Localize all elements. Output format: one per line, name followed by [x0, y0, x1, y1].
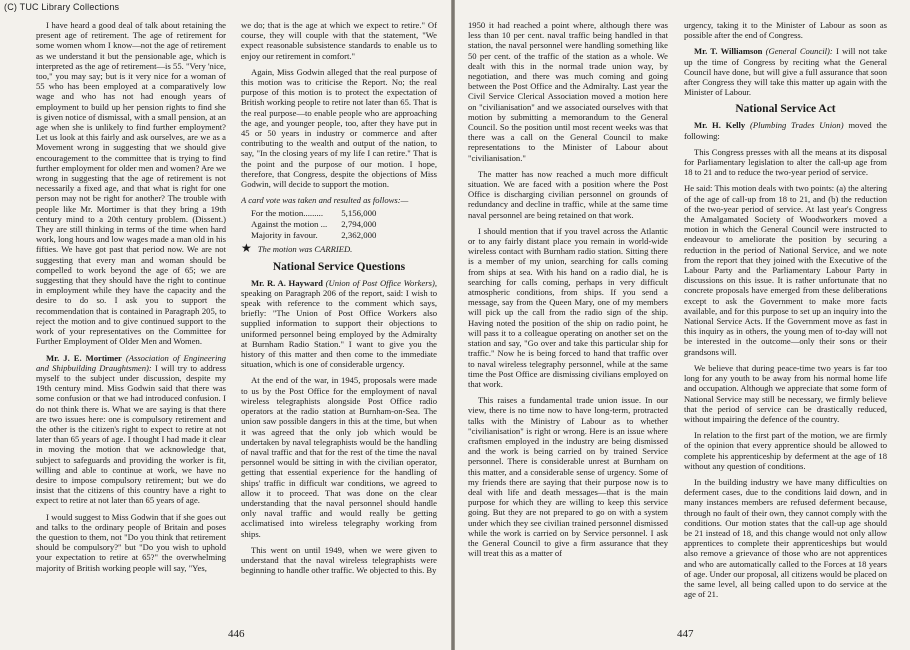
- page-number: 446: [228, 628, 245, 640]
- speaker-affiliation: (Association of Engineering and Shipbuilding Draughtsmen):: [36, 352, 226, 373]
- paragraph-text: This went on until 1949, when we were given to understand that the naval wireless telegraphists were beginning to handle other traffic. We objected to this. By: [241, 544, 437, 576]
- vote-label: Majority in favour.: [251, 230, 318, 241]
- paragraph-text: In relation to the first part of the motion, we are firmly of the opinion that every apprentice should be allowed to complete his apprenticeship by deferment at the age of 18 without any question of conditions.: [684, 430, 887, 471]
- speaker-affiliation: (Union of Post Office Workers),: [325, 277, 437, 288]
- paragraph-text: We believe that during peace-time two years is far too long for any youth to be away from his normal home life and occupation. Although we appreciate that some form of National Service may still be necessary, we firmly believe that the period of service can be drastically reduced, without impairing the defence of the country.: [684, 362, 887, 424]
- right-column-1: [468, 20, 668, 615]
- right-col2-after: [684, 120, 887, 599]
- speaker-name: Mr. H. Kelly: [694, 120, 746, 131]
- paragraph-text: This raises a fundamental trade union issue. In our view, there is no time now to have long-term, protracted talks with the Ministry of Labour as to whether "civilianisation" is right or wrong. Here is an issue where craftsmen employed in the industry are being dismissed and the work is being carried on by trained Service personnel. There is considerable unrest at Burnham on this matter, and a considerable sense of urgency. Some of my friends there are saying that their purpose now is to deal with life and death messages—that is the main purpose for which they are willing to keep this service going. But they are not prepared to go on with a system under which they see civilian trained personnel dismissed while the work is carried on by Service personnel. I ask the General Council to give a firm assurance that they will treat this as a matter of: [468, 395, 668, 559]
- watermark: (C) TUC Library Collections: [4, 2, 120, 12]
- paragraph-text: At the end of the war, in 1945, proposals were made to us by the Post Office for the employment of naval wireless telegraphists alongside Post Office radio operators at the radio station at Burnham-on-Sea. The union saw possible dangers in this at the time, but when it was agreed that the only job which would be undertaken by naval telegraphists would be the handling of naval traffic and that for the rest of the time the naval personnel would be sitting in with the civilian operator, getting that essential experience for the handling of ships' traffic in difficult war conditions, we agreed to allow it to proceed. That was done on the clear understanding that the naval personnel should handle only naval traffic and would really be getting acclimatised into wireless telegraphy working from ships.: [241, 375, 437, 539]
- paragraph: [468, 169, 668, 220]
- paragraph-text: This Congress presses with all the means at its disposal for Parliamentary legislation to alter the call-up age from 18 to 21 and to reduce the two-year period of service.: [684, 146, 887, 178]
- left-column-2: [241, 20, 437, 615]
- speaker-name: Mr. T. Williamson: [694, 46, 763, 57]
- paragraph-text: He said: This motion deals with two points: (a) the altering of the age of call-up from 18 to 21, and (b) the reduction of the two-year period of service. At last year's Congress the Amalgamated Society of Woodworkers moved a motion in which the General Council were instructed to endeavour to ameliorate the position by securing a reduction in the period of National Service, and we note from the report that they joined with the Executive of the Labour Party and the Parliamentary Labour Party in discussions on this issue. It is rather unfortunate that no concrete proposals have emerged from these deliberations except to ask the Government to make more facts available, and for this purpose to set up an inquiry into the National Service Acts. If the Government move as fast in this inquiry as in others, the young men of to-day will not be interested in the outcome—only their sons or their grandsons will.: [684, 183, 887, 357]
- paragraph: [241, 278, 437, 370]
- vote-label: For the motion.........: [251, 208, 324, 219]
- paragraph-text: urgency, taking it to the Minister of Labour as soon as possible after the end of Congress.: [684, 20, 887, 41]
- paragraph-text: moved the following:: [684, 120, 887, 141]
- paragraph-text: I will try to address myself to the subject under discussion, despite my 19th century mind. Miss Godwin said that there was some confusion or that we had introduced confusion. I do not think there is. What we are saying is that there are two issues here: one is compulsory retirement and the other is the citizen's right to expect to retire at not later than 65 years of age. I thought I had made it clear in moving the motion that we acknowledge that, subject to safeguards and providing the worker is fit, willing and able to continue at work, we have no desire to impose compulsory retirement; but we do insist that the citizens of this country have a right to expect to retire at not later than 65 years of age.: [36, 362, 226, 506]
- vote-value: 5,156,000: [341, 208, 377, 219]
- vote-table: [251, 208, 376, 241]
- paragraph: [241, 67, 437, 189]
- paragraph: [468, 20, 668, 163]
- paragraph: [684, 477, 887, 599]
- vote-value: 2,794,000: [341, 219, 377, 230]
- paragraph: [684, 430, 887, 471]
- section-heading: National Service Act: [735, 103, 836, 116]
- right-col2-before: [684, 20, 887, 97]
- star-icon: ★: [241, 241, 252, 256]
- speaker-name: Mr. J. E. Mortimer: [46, 352, 122, 363]
- left-page: [0, 0, 451, 650]
- vote-value: 2,362,000: [341, 230, 377, 241]
- paragraph: [468, 226, 668, 389]
- speaker-affiliation: (General Council):: [765, 46, 833, 57]
- paragraph-text: I should mention that if you travel across the Atlantic or to any fairly distant place you remain in world-wide wireless contact with Burnham radio station. Sitting there is a member of my union, searching for calls coming from ships at sea. With his hand on a radio dial, he is searching for calls coming, perhaps in very difficult atmospheric conditions, from ships. If you send a message, say from the Queen Mary, one of my members will pick up the call from the radio sign of the ship. Having noted the position of the ship on radio point, he will pass it to a colleague operating on another set on the station and say, "Go over and take this particular ship for traffic." Now he is being forced to hand that traffic over to naval wireless telegraphy personnel, while at the same time the Post Office are dismissing civilians employed on that work.: [468, 225, 668, 389]
- vote-row: [251, 208, 376, 219]
- paragraph: [241, 375, 437, 538]
- paragraph: [684, 363, 887, 424]
- vote-intro: A card vote was taken and resulted as follows:—: [241, 195, 409, 206]
- right-column-2: [684, 20, 887, 615]
- speaker-name: Mr. R. A. Hayward: [251, 277, 323, 288]
- paragraph-text: I will not take up the time of Congress by reciting what the General Council have done, but will give a full assurance that soon after Congress they will take this matter up again with the Minister of Labour.: [684, 46, 887, 98]
- paragraph: [36, 20, 226, 347]
- paragraph: [241, 20, 437, 61]
- paragraph: [684, 20, 887, 40]
- speaker-affiliation: (Plumbing Trades Union): [750, 120, 844, 131]
- paragraph-text: I would suggest to Miss Godwin that if she goes out and talks to the ordinary people of Britain and poses the question to them, not "Do you think that retirement should be compulsory?" but "Do you wish to uphold your expectation to retire at 65?" the overwhelming majority of British working people will say, "Yes,: [36, 511, 226, 573]
- paragraph-text: Again, Miss Godwin alleged that the real purpose of this motion was to criticise the Report. No; the real purpose of this motion is to protect the expectation of British working people to retire not later than 65. That is the real purpose—to enable people who are approaching the age, and younger people, too, after they have put in 45 or 50 years in industry or commerce and after contributing to the wealth and output of the nation, to say, "In the closing years of my life I can retire." That is the point and the purpose of our motion. I hope, therefore, that Congress, despite the objections of Miss Godwin, will decide to support the motion.: [241, 66, 437, 190]
- page-number: 447: [677, 628, 694, 640]
- vote-result-text: The motion was CARRIED.: [257, 244, 353, 255]
- paragraph: [36, 353, 226, 506]
- paragraph-text: In the building industry we have many difficulties on deferment cases, due to the conditions laid down, and in many instances members are refused deferment because, through no fault of their own, they cannot comply with the conditions. Our motion states that the call-up age should be 21 instead of 18, and this change would not only allow apprentices to complete their apprenticeships but would also remove a grievance of those who are not apprentices and who are automatically called to the Forces at 18 years of age. Under our proposal, all citizens would be placed on the same level, all being called upon to do service at the age of 21.: [684, 476, 887, 600]
- paragraph-text: 1950 it had reached a point where, although there was less than 10 per cent. naval traffic being handled in that station, the naval personnel were handling something like 50 per cent. of the traffic of the station as a whole. We dealt with this in the normal trade union way, by negotiation, and there was much coming and going between the Post Office and the Admiralty. Last year the Civil Service Clerical Association moved a motion here on "civilianisation" and we associated ourselves with that motion by submitting a memorandum to the General Council. So the position until most recent weeks was that there was a call on the General Council to make representations to the Minister of Labour about "civilianisation.": [468, 20, 668, 163]
- paragraph: [468, 395, 668, 558]
- right-page: [455, 0, 910, 650]
- paragraph: [36, 512, 226, 573]
- left-col2-after: [241, 278, 437, 576]
- vote-result: [241, 243, 437, 254]
- paragraph: [684, 183, 887, 356]
- section-heading: National Service Questions: [272, 260, 406, 273]
- vote-label: Against the motion ...: [251, 219, 328, 230]
- paragraph: [684, 120, 887, 140]
- paragraph-text: speaking on Paragraph 206 of the report, said: I wish to speak with reference to the comment which says, briefly: "The Union of Post Office Workers also supplied information to support their objections to uniformed personnel being employed by the Admiralty at Burnham Radio Station." I want to give you the history of this matter and then come to the immediate situation, which is one of considerable urgency.: [241, 287, 437, 370]
- paragraph-text: The matter has now reached a much more difficult situation. We are faced with a position where the Post Office is discharging civilian personnel on grounds of redundancy and decline in traffic, while at the same time naval personnel are being retained on that work.: [468, 168, 668, 220]
- paragraph: [684, 147, 887, 178]
- paragraph: [241, 545, 437, 576]
- paragraph-text: we do; that is the age at which we expect to retire." Of course, they will couple with that the statement, "We expect reasonable subsistence standards to enable us to enjoy our retirement in comfort.": [241, 20, 437, 61]
- vote-row: [251, 219, 376, 230]
- paragraph-text: I have heard a good deal of talk about retaining the present age of retirement. The age of retirement for some women whom I know—not the age of retirement as we understand it but the pensionable age, which is interpreted as the age of retirement—is 55. "Very 'nice, too," you may say; but is it very nice for a woman of 55 who has been employed at a comparatively low wage and who has not had enough years of employment to build up her pension rights to find she is given notice of dismissal, with a small pension, at an age when she is unlikely to find further employment? Let us look at this fairly and ask ourselves, are we as a Movement wrong in suggesting that we should give encouragement to the committee that is trying to find further employment for older men and women? Are we wrong in suggesting that the age of retirement is not necessarily a fixed age, and that what is right for one person may not be right for another? The trouble with people like Mr. Mortimer is that they bring a 19th century mind to a 20th century problem. (Dissent.) They are still thinking in terms of the time when hard work, long hours and low wages made a man old in his fifties. We have got past that period now. We are not suggesting that every man and woman should be compelled to work beyond the age of 65; we are suggesting that they should have the right to continue in employment while they have the capacity and the desire to do so. I ask you to support the recommendation that is contained in Paragraph 205, to reject the motion and to give continued support to the work of your representatives on the Committee for Further Employment of Older Men and Women.: [36, 20, 226, 347]
- left-column-1: [36, 20, 226, 615]
- vote-row: [251, 230, 376, 241]
- left-col2-before: [241, 20, 437, 189]
- paragraph: [684, 46, 887, 97]
